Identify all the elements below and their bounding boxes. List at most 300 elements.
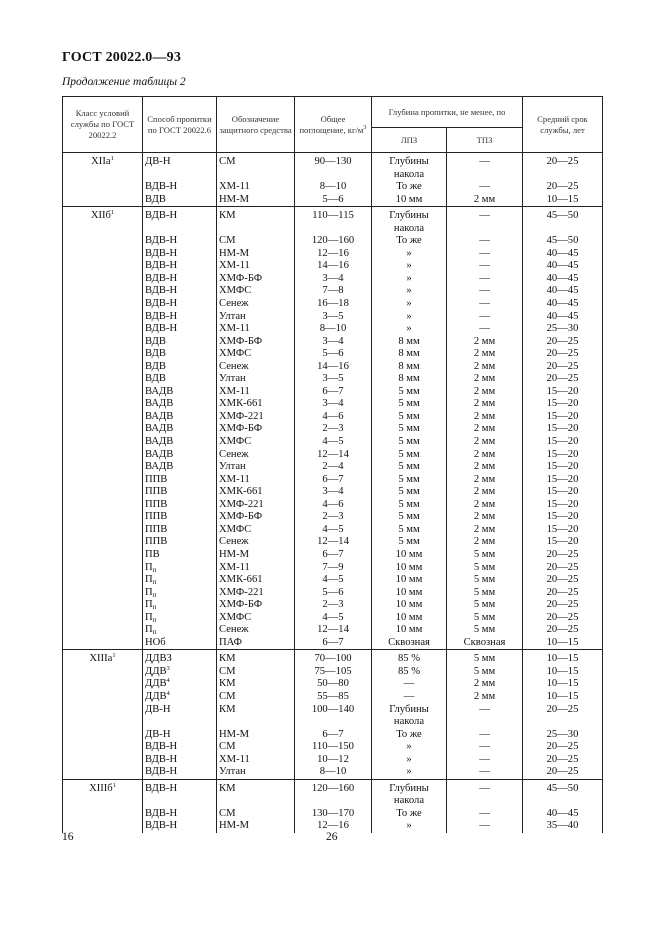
depth-lpz-cell: Глубины <box>372 207 447 223</box>
class-cell <box>63 808 143 821</box>
absorption-cell: 100—140 <box>295 704 372 717</box>
absorption-cell: 6—7 <box>295 474 372 487</box>
protective-agent-cell: НМ-М <box>217 729 295 742</box>
depth-lpz-cell: накола <box>372 795 447 808</box>
absorption-cell: 120—160 <box>295 235 372 248</box>
protective-agent-cell: ХМФ-221 <box>217 587 295 600</box>
depth-tpz-cell: 5 мм <box>447 587 523 600</box>
method-cell <box>143 691 217 704</box>
depth-tpz-cell: 5 мм <box>447 599 523 612</box>
table-row <box>63 298 603 311</box>
depth-tpz-cell: — <box>447 808 523 821</box>
depth-tpz-cell: 2 мм <box>447 348 523 361</box>
class-cell <box>63 181 143 194</box>
method-cell: ВДВ <box>143 194 217 207</box>
table-row <box>63 524 603 537</box>
depth-lpz-cell: 85 % <box>372 650 447 666</box>
depth-lpz-cell: 5 мм <box>372 486 447 499</box>
header-absorption <box>295 97 372 153</box>
service-life-cell: 20—25 <box>523 549 603 562</box>
depth-lpz-cell: 5 мм <box>372 511 447 524</box>
absorption-cell <box>295 223 372 236</box>
service-life-cell: 40—45 <box>523 285 603 298</box>
depth-tpz-cell: — <box>447 323 523 336</box>
class-cell <box>63 386 143 399</box>
service-life-cell: 20—25 <box>523 574 603 587</box>
class-cell <box>63 666 143 679</box>
method-subscript: п <box>152 590 157 599</box>
table-row <box>63 499 603 512</box>
depth-lpz-cell: 10 мм <box>372 549 447 562</box>
service-life-cell: 15—20 <box>523 511 603 524</box>
header-service-life: Средний срок службы, лет <box>523 97 603 153</box>
depth-lpz-cell: 5 мм <box>372 524 447 537</box>
method-cell: ВДВ-Н <box>143 779 217 795</box>
depth-tpz-cell <box>447 795 523 808</box>
service-life-cell: 40—45 <box>523 298 603 311</box>
absorption-cell: 2—4 <box>295 461 372 474</box>
protective-agent-cell: СМ <box>217 666 295 679</box>
method-cell <box>143 599 217 612</box>
class-cell <box>63 637 143 650</box>
class-cell <box>63 678 143 691</box>
depth-lpz-cell: 10 мм <box>372 587 447 600</box>
table-row <box>63 549 603 562</box>
method-cell: ВДВ-Н <box>143 273 217 286</box>
depth-lpz-cell: Глубины <box>372 153 447 169</box>
method-cell: ВДВ-Н <box>143 298 217 311</box>
absorption-cell: 50—80 <box>295 678 372 691</box>
depth-lpz-cell: 10 мм <box>372 574 447 587</box>
method-cell: ВДВ <box>143 361 217 374</box>
method-subscript: п <box>152 578 157 587</box>
table-row <box>63 587 603 600</box>
protective-agent-cell <box>217 716 295 729</box>
protective-agent-cell: ХМ-11 <box>217 386 295 399</box>
absorption-cell: 2—3 <box>295 511 372 524</box>
depth-tpz-cell: 2 мм <box>447 361 523 374</box>
depth-tpz-cell: Сквозная <box>447 637 523 650</box>
class-cell <box>63 766 143 779</box>
method-cell: ППВ <box>143 536 217 549</box>
absorption-cell: 14—16 <box>295 260 372 273</box>
absorption-cell: 110—150 <box>295 741 372 754</box>
absorption-cell: 4—5 <box>295 524 372 537</box>
absorption-cell: 70—100 <box>295 650 372 666</box>
protective-agent-cell: НМ-М <box>217 194 295 207</box>
class-cell <box>63 741 143 754</box>
depth-tpz-cell: 2 мм <box>447 336 523 349</box>
table-row <box>63 729 603 742</box>
protective-agent-cell: НМ-М <box>217 820 295 833</box>
table-row <box>63 795 603 808</box>
table-row <box>63 285 603 298</box>
class-cell <box>63 729 143 742</box>
service-life-cell: 15—20 <box>523 486 603 499</box>
method-cell: ППВ <box>143 524 217 537</box>
service-life-cell: 20—25 <box>523 336 603 349</box>
table-row <box>63 336 603 349</box>
method-cell: ППВ <box>143 474 217 487</box>
method-subscript: п <box>152 615 157 624</box>
absorption-cell: 10—12 <box>295 754 372 767</box>
method-cell: НОб <box>143 637 217 650</box>
table-row <box>63 741 603 754</box>
service-life-cell <box>523 169 603 182</box>
depth-lpz-cell: 5 мм <box>372 474 447 487</box>
depth-lpz-cell: — <box>372 691 447 704</box>
class-cell <box>63 361 143 374</box>
table-row <box>63 373 603 386</box>
table-row <box>63 691 603 704</box>
service-life-cell: 10—15 <box>523 194 603 207</box>
class-cell <box>63 624 143 637</box>
page-number-left: 16 <box>62 831 74 843</box>
depth-lpz-cell: » <box>372 273 447 286</box>
header-tpz: ТПЗ <box>447 128 523 153</box>
table-row <box>63 181 603 194</box>
method-cell <box>143 716 217 729</box>
method-cell: ВДВ-Н <box>143 181 217 194</box>
method-base: П <box>145 586 153 598</box>
class-cell <box>63 691 143 704</box>
class-cell <box>63 248 143 261</box>
method-cell <box>143 169 217 182</box>
depth-tpz-cell: 2 мм <box>447 449 523 462</box>
service-life-cell: 45—50 <box>523 235 603 248</box>
depth-tpz-cell: 2 мм <box>447 436 523 449</box>
absorption-cell: 3—4 <box>295 336 372 349</box>
protective-agent-cell: СМ <box>217 741 295 754</box>
table-row <box>63 398 603 411</box>
table-row <box>63 311 603 324</box>
absorption-cell: 5—6 <box>295 587 372 600</box>
class-label: XIIб <box>90 210 111 222</box>
service-life-cell: 45—50 <box>523 779 603 795</box>
method-cell: ВДВ <box>143 336 217 349</box>
method-cell: ВДВ-Н <box>143 820 217 833</box>
method-cell: ВАДВ <box>143 461 217 474</box>
protective-agent-cell: КМ <box>217 704 295 717</box>
method-cell <box>143 666 217 679</box>
class-footnote: 1 <box>112 652 116 660</box>
service-life-cell: 20—25 <box>523 766 603 779</box>
absorption-cell: 8—10 <box>295 323 372 336</box>
table-row <box>63 461 603 474</box>
service-life-cell: 15—20 <box>523 524 603 537</box>
absorption-cell: 16—18 <box>295 298 372 311</box>
protective-agent-cell: КМ <box>217 779 295 795</box>
protective-agent-cell: ХМ-11 <box>217 474 295 487</box>
service-life-cell: 10—15 <box>523 650 603 666</box>
depth-tpz-cell: 5 мм <box>447 549 523 562</box>
class-cell <box>63 436 143 449</box>
method-subscript: п <box>152 628 157 637</box>
method-cell: ДВ-Н <box>143 729 217 742</box>
method-base: П <box>145 611 153 623</box>
table-row <box>63 704 603 717</box>
depth-tpz-cell: 5 мм <box>447 574 523 587</box>
depth-tpz-cell: — <box>447 766 523 779</box>
table-row <box>63 474 603 487</box>
class-cell <box>63 536 143 549</box>
protective-agent-cell: ХМ-11 <box>217 323 295 336</box>
protective-agent-cell: ХМФС <box>217 285 295 298</box>
service-life-cell: 20—25 <box>523 562 603 575</box>
protective-agent-cell: СМ <box>217 153 295 169</box>
depth-tpz-cell: — <box>447 704 523 717</box>
protective-agent-cell: КМ <box>217 678 295 691</box>
class-cell <box>63 373 143 386</box>
depth-tpz-cell: — <box>447 779 523 795</box>
class-cell <box>63 223 143 236</box>
protective-agent-cell: ХМФ-БФ <box>217 273 295 286</box>
class-cell <box>63 562 143 575</box>
depth-lpz-cell: накола <box>372 169 447 182</box>
service-life-cell: 40—45 <box>523 248 603 261</box>
class-cell <box>63 449 143 462</box>
method-cell: ДВ-Н <box>143 153 217 169</box>
method-cell <box>143 574 217 587</box>
table-row <box>63 411 603 424</box>
method-cell: ППВ <box>143 511 217 524</box>
document-code: ГОСТ 20022.0—93 <box>62 50 182 65</box>
table-row <box>63 248 603 261</box>
table-row <box>63 260 603 273</box>
depth-lpz-cell: 10 мм <box>372 612 447 625</box>
table-row <box>63 511 603 524</box>
protective-agent-cell: Сенеж <box>217 536 295 549</box>
service-life-cell: 20—25 <box>523 361 603 374</box>
depth-lpz-cell: накола <box>372 716 447 729</box>
protective-agent-cell: Ултан <box>217 311 295 324</box>
service-life-cell: 10—15 <box>523 637 603 650</box>
depth-tpz-cell: — <box>447 181 523 194</box>
table-row <box>63 348 603 361</box>
table-continuation-caption: Продолжение таблицы 2 <box>62 76 186 88</box>
method-cell: ВАДВ <box>143 423 217 436</box>
absorption-cell: 75—105 <box>295 666 372 679</box>
absorption-cell: 7—9 <box>295 562 372 575</box>
depth-lpz-cell: 5 мм <box>372 436 447 449</box>
absorption-cell: 12—16 <box>295 248 372 261</box>
depth-tpz-cell: 2 мм <box>447 499 523 512</box>
depth-lpz-cell: 5 мм <box>372 398 447 411</box>
service-life-cell: 15—20 <box>523 436 603 449</box>
method-cell: ВАДВ <box>143 436 217 449</box>
table-row <box>63 386 603 399</box>
table-row <box>63 716 603 729</box>
depth-lpz-cell: » <box>372 323 447 336</box>
depth-lpz-cell: 5 мм <box>372 423 447 436</box>
depth-tpz-cell: — <box>447 235 523 248</box>
class-cell <box>63 716 143 729</box>
depth-tpz-cell: 5 мм <box>447 612 523 625</box>
depth-tpz-cell: — <box>447 153 523 169</box>
absorption-cell: 12—14 <box>295 624 372 637</box>
protective-agent-cell: ХМФ-БФ <box>217 599 295 612</box>
absorption-cell: 3—4 <box>295 486 372 499</box>
protective-agent-cell: ХМФ-БФ <box>217 511 295 524</box>
protective-agent-cell: ХМК-661 <box>217 486 295 499</box>
class-cell <box>63 169 143 182</box>
service-life-cell: 15—20 <box>523 499 603 512</box>
depth-lpz-cell: Глубины <box>372 704 447 717</box>
absorption-cell: 3—4 <box>295 398 372 411</box>
absorption-cell: 130—170 <box>295 808 372 821</box>
table-row <box>63 449 603 462</box>
protective-agent-cell: ХМК-661 <box>217 398 295 411</box>
absorption-cell: 5—6 <box>295 194 372 207</box>
header-absorption-text: Общее поглощение, кг/м <box>299 113 364 135</box>
depth-lpz-cell: 10 мм <box>372 562 447 575</box>
class-cell <box>63 207 143 223</box>
method-cell: ВДВ-Н <box>143 260 217 273</box>
depth-tpz-cell: 5 мм <box>447 666 523 679</box>
class-footnote: 1 <box>110 209 115 217</box>
method-cell: ДДВЗ <box>143 650 217 666</box>
service-life-cell: 45—50 <box>523 207 603 223</box>
protective-agent-cell: НМ-М <box>217 549 295 562</box>
service-life-cell: 40—45 <box>523 260 603 273</box>
service-life-cell: 20—25 <box>523 153 603 169</box>
class-cell <box>63 820 143 833</box>
method-cell: ВДВ-Н <box>143 235 217 248</box>
depth-lpz-cell: 5 мм <box>372 449 447 462</box>
absorption-cell: 2—3 <box>295 423 372 436</box>
method-base: П <box>145 574 153 586</box>
table-row <box>63 678 603 691</box>
method-cell: ПВ <box>143 549 217 562</box>
table-row <box>63 650 603 666</box>
method-cell: ВАДВ <box>143 449 217 462</box>
service-life-cell: 20—25 <box>523 704 603 717</box>
absorption-cell: 2—3 <box>295 599 372 612</box>
table-row <box>63 574 603 587</box>
service-life-cell: 20—25 <box>523 348 603 361</box>
protective-agent-cell: ХМФС <box>217 436 295 449</box>
class-cell <box>63 511 143 524</box>
depth-lpz-cell: накола <box>372 223 447 236</box>
protective-agent-cell: ХМФС <box>217 524 295 537</box>
method-cell: ВАДВ <box>143 398 217 411</box>
table-row <box>63 235 603 248</box>
depth-lpz-cell: » <box>372 766 447 779</box>
method-cell: ВДВ-Н <box>143 285 217 298</box>
depth-lpz-cell: » <box>372 285 447 298</box>
method-cell: ВАДВ <box>143 386 217 399</box>
class-label: XIIa <box>91 156 111 167</box>
absorption-cell <box>295 169 372 182</box>
table-row <box>63 779 603 795</box>
absorption-cell: 5—6 <box>295 348 372 361</box>
table-row <box>63 599 603 612</box>
depth-tpz-cell: 2 мм <box>447 691 523 704</box>
depth-tpz-cell: — <box>447 285 523 298</box>
method-cell: ППВ <box>143 499 217 512</box>
protective-agent-cell: КМ <box>217 207 295 223</box>
depth-lpz-cell: То же <box>372 181 447 194</box>
depth-tpz-cell: 2 мм <box>447 524 523 537</box>
depth-tpz-cell: 2 мм <box>447 373 523 386</box>
method-cell <box>143 562 217 575</box>
method-cell <box>143 587 217 600</box>
service-life-cell: 15—20 <box>523 386 603 399</box>
class-cell <box>63 779 143 795</box>
class-cell <box>63 398 143 411</box>
class-cell <box>63 348 143 361</box>
method-base: П <box>145 599 153 611</box>
depth-tpz-cell: — <box>447 754 523 767</box>
table-row <box>63 194 603 207</box>
depth-lpz-cell: » <box>372 741 447 754</box>
service-life-cell: 20—25 <box>523 741 603 754</box>
table-row <box>63 612 603 625</box>
service-life-cell: 10—15 <box>523 691 603 704</box>
absorption-cell: 12—14 <box>295 536 372 549</box>
method-cell: ВДВ-Н <box>143 766 217 779</box>
table-row <box>63 666 603 679</box>
depth-tpz-cell: — <box>447 260 523 273</box>
method-base: ДДВ <box>145 665 167 677</box>
class-label: XIIIa <box>89 653 113 665</box>
depth-lpz-cell: Сквозная <box>372 637 447 650</box>
depth-lpz-cell: 10 мм <box>372 599 447 612</box>
service-life-cell: 20—25 <box>523 599 603 612</box>
method-cell <box>143 795 217 808</box>
protective-agent-cell: ХМФ-БФ <box>217 423 295 436</box>
absorption-cell: 6—7 <box>295 549 372 562</box>
depth-tpz-cell: — <box>447 207 523 223</box>
depth-tpz-cell: 2 мм <box>447 411 523 424</box>
depth-tpz-cell: — <box>447 311 523 324</box>
method-cell: ВДВ <box>143 348 217 361</box>
class-label: XIIIб <box>89 782 113 794</box>
depth-lpz-cell: 5 мм <box>372 499 447 512</box>
class-cell <box>63 754 143 767</box>
depth-lpz-cell: 10 мм <box>372 624 447 637</box>
protective-agent-cell: Сенеж <box>217 449 295 462</box>
table-row <box>63 624 603 637</box>
protective-agent-cell: СМ <box>217 808 295 821</box>
depth-lpz-cell: 10 мм <box>372 194 447 207</box>
protective-agent-cell: Ултан <box>217 461 295 474</box>
method-cell <box>143 678 217 691</box>
depth-lpz-cell: » <box>372 754 447 767</box>
protective-agent-cell: ХМ-11 <box>217 181 295 194</box>
depth-tpz-cell <box>447 223 523 236</box>
depth-tpz-cell: 2 мм <box>447 511 523 524</box>
absorption-cell: 3—5 <box>295 373 372 386</box>
method-cell <box>143 223 217 236</box>
protective-agent-cell: ХМФС <box>217 348 295 361</box>
depth-lpz-cell: » <box>372 248 447 261</box>
class-cell <box>63 235 143 248</box>
absorption-cell: 110—115 <box>295 207 372 223</box>
service-life-cell: 10—15 <box>523 666 603 679</box>
protective-agent-cell: ХМ-11 <box>217 754 295 767</box>
protective-agent-cell: КМ <box>217 650 295 666</box>
class-cell <box>63 285 143 298</box>
depth-lpz-cell: То же <box>372 235 447 248</box>
depth-lpz-cell: 8 мм <box>372 361 447 374</box>
service-life-cell: 40—45 <box>523 311 603 324</box>
table-row <box>63 808 603 821</box>
protective-agent-cell: ХМФ-БФ <box>217 336 295 349</box>
class-cell <box>63 461 143 474</box>
method-footnote: 4 <box>166 677 170 685</box>
absorption-cell <box>295 716 372 729</box>
